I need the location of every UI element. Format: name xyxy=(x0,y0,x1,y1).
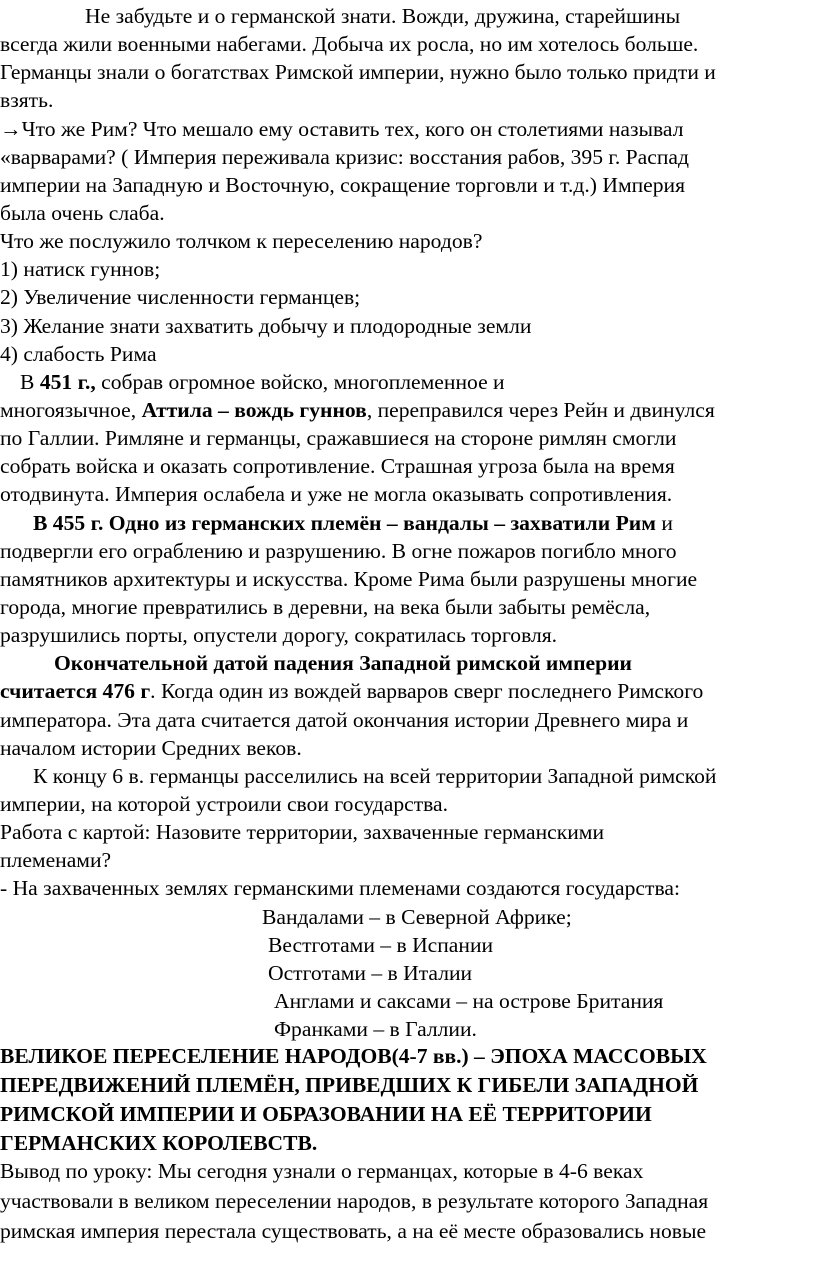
heading-line: ПЕРЕДВИЖЕНИЙ ПЛЕМЁН, ПРИВЕДШИХ К ГИБЕЛИ ЗАПАДНОЙ xyxy=(0,1073,699,1097)
heading-line: ВЕЛИКОЕ ПЕРЕСЕЛЕНИЕ НАРОДОВ(4-7 вв.) – ЭПОХА МАССОВЫХ xyxy=(0,1044,707,1068)
text-run: . Когда один из вождей варваров сверг последнего Римского xyxy=(150,679,704,703)
list-item: Франками – в Галлии. xyxy=(274,1017,477,1041)
text-line: Не забудьте и о германской знати. Вожди, дружина, старейшины xyxy=(85,4,681,28)
text-line xyxy=(0,396,715,424)
date-bold: считается 476 г xyxy=(0,679,151,703)
text-line: взять. xyxy=(0,88,54,112)
list-item: Остготами – в Италии xyxy=(268,961,473,985)
text-line: «варварами? ( Империя переживала кризис: восстания рабов, 395 г. Распад xyxy=(0,145,689,169)
text-run: В xyxy=(20,370,40,394)
date-bold: 451 г., xyxy=(39,370,96,394)
text-run: , переправился через Рейн и двинулся xyxy=(366,398,715,422)
text-line xyxy=(0,677,703,705)
text-run: многоязычное, xyxy=(0,398,142,422)
fall-bold: Окончательной датой падения Западной римской империи xyxy=(54,651,633,675)
text-line: - На захваченных землях германскими племенами создаются государства: xyxy=(0,876,680,900)
name-bold: Аттила – вождь гуннов xyxy=(141,398,367,422)
text-line: империи, на которой устроили свои государства. xyxy=(0,792,449,816)
text-line: по Галлии. Римляне и германцы, сражавшиеся на стороне римлян смогли xyxy=(0,426,677,450)
text-line: →Что же Рим? Что мешало ему оставить тех, кого он столетиями называл xyxy=(0,117,684,141)
vandals-bold: В 455 г. Одно из германских племён – вандалы – захватили Рим xyxy=(33,511,656,535)
list-item: Англами и саксами – на острове Британия xyxy=(274,989,664,1013)
text-line: была очень слаба. xyxy=(0,201,165,225)
text-line: всегда жили военными набегами. Добыча их росла, но им хотелось больше. xyxy=(0,32,699,56)
text-line: отодвинута. Империя ослабела и уже не могла оказывать сопротивления. xyxy=(0,482,673,506)
text-line: города, многие превратились в деревни, на века были забыты ремёсла, xyxy=(0,595,651,619)
list-item: 2) Увеличение численности германцев; xyxy=(0,285,361,309)
text-run: и xyxy=(655,511,673,535)
text-line xyxy=(33,509,673,537)
text-line: племенами? xyxy=(0,848,112,872)
heading-line: ГЕРМАНСКИХ КОРОЛЕВСТВ. xyxy=(0,1131,318,1155)
text-line: разрушились порты, опустели дорогу, сократилась торговля. xyxy=(0,623,558,647)
text-line: Работа с картой: Назовите территории, захваченные германскими xyxy=(0,820,605,844)
list-item: 1) натиск гуннов; xyxy=(0,257,161,281)
text-line xyxy=(20,368,505,396)
text-line: собрать войска и оказать сопротивление. Страшная угроза была на время xyxy=(0,454,675,478)
text-line: Вывод по уроку: Мы сегодня узнали о германцах, которые в 4-6 веках xyxy=(0,1159,644,1183)
text-line: К концу 6 в. германцы расселились на всей территории Западной римской xyxy=(33,764,717,788)
text-line: императора. Эта дата считается датой окончания истории Древнего мира и xyxy=(0,708,689,732)
list-item: 4) слабость Рима xyxy=(0,342,157,366)
text-line: римская империя перестала существовать, а на её месте образовались новые xyxy=(0,1219,707,1243)
heading-line: РИМСКОЙ ИМПЕРИИ И ОБРАЗОВАНИИ НА ЕЁ ТЕРРИТОРИИ xyxy=(0,1102,652,1126)
text-line: участвовали в великом переселении народов, в результате которого Западная xyxy=(0,1189,709,1213)
text-line: началом истории Средних веков. xyxy=(0,736,302,760)
text-line: подвергли его ограблению и разрушению. В огне пожаров погибло много xyxy=(0,539,677,563)
list-item: 3) Желание знати захватить добычу и плодородные земли xyxy=(0,314,532,338)
list-item: Вандалами – в Северной Африке; xyxy=(262,905,572,929)
list-item: Вестготами – в Испании xyxy=(268,933,494,957)
text-line: памятников архитектуры и искусства. Кроме Рима были разрушены многие xyxy=(0,567,698,591)
text-line: империи на Западную и Восточную, сокращение торговли и т.д.) Империя xyxy=(0,173,686,197)
question-line: Что же послужило толчком к переселению народов? xyxy=(0,229,483,253)
text-line: Германцы знали о богатствах Римской империи, нужно было только придти и xyxy=(0,60,716,84)
text-run: собрав огромное войско, многоплеменное и xyxy=(95,370,505,394)
